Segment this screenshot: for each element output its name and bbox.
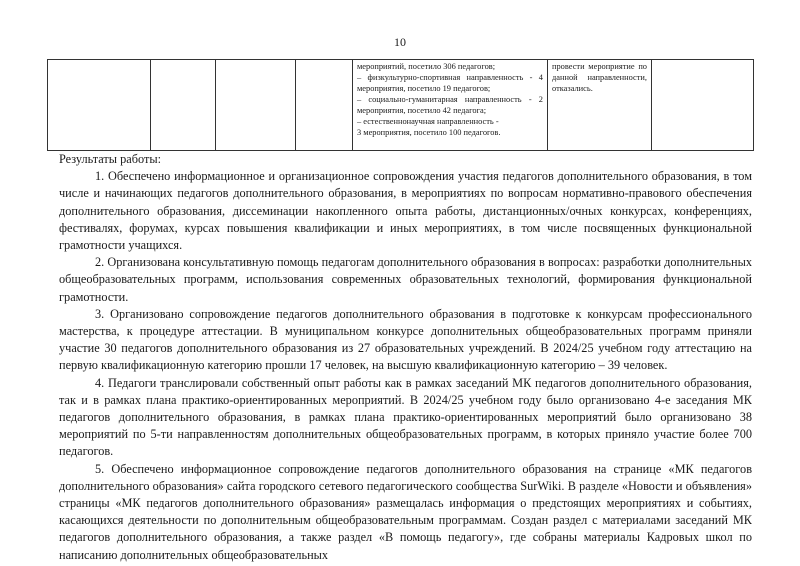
table-cell-1 [48, 60, 151, 151]
table-cell-3 [216, 60, 296, 151]
result-item-4: 4. Педагоги транслировали собственный опыт работы как в рамках заседаний МК педагогов дополнительного образования, так и в рамках плана практико-ориентированных мероприятий. В 2024/25 учебном году было организовано 4-е заседания МК педагогов дополнительного образования, в рамках плана практико-ориентированных мероприятий было организовано 38 мероприятий по 5-ти направленностям дополнительных общеобразовательных программ, в которых приняло участие более 700 педагогов. [59, 375, 752, 459]
table-cell-notes [548, 60, 652, 151]
table-cell-2 [151, 60, 216, 151]
result-item-3: 3. Организовано сопровождение педагогов дополнительного образования в подготовке к конкурсам профессионального мастерства, к процедуре аттестации. В муниципальном конкурсе дополнительных общеобразовательных программ приняли участие 30 педагогов дополнительного образования из 27 образовательных учреждений. В 2024/25 учебном году аттестацию на первую квалификационную категорию прошли 17 человек, на высшую квалификационную категорию – 39 человек. [59, 306, 752, 373]
cell-line: – физкультурно-спортивная направленность - 4 мероприятия, посетило 19 педагогов; [357, 73, 543, 93]
results-section [59, 151, 752, 564]
cell-line: мероприятий, посетило 306 педагогов; [357, 62, 496, 71]
table-row [48, 60, 754, 151]
result-item-5: 5. Обеспечено информационное сопровождение педагогов дополнительного образования на странице «МК педагогов дополнительного образования» сайта городского сетевого педагогического сообщества SurWiki. В разделе «Новости и объявления» страницы «МК педагогов дополнительного образования» размещалась информация о предстоящих мероприятиях и событиях, касающихся деятельности по дополнительным общеобразовательным программам. Создан раздел с материалами заседаний МК педагогов дополнительного образования, а также раздел «В помощь педагогу», где собраны материалы Кадровых школ по написанию дополнительных общеобразовательных [59, 461, 752, 562]
result-item-2: 2. Организована консультативную помощь педагогам дополнительного образования в вопросах: разработки дополнительных общеобразовательных программ, использования современных образовательных технологий, формирования функциональной грамотности. [59, 255, 752, 304]
cell-line: – социально-гуманитарная направленность - 2 мероприятия, посетило 42 педагога; [357, 95, 543, 115]
continuation-table [47, 59, 754, 151]
result-item-1: 1. Обеспечено информационное и организационное сопровождения участия педагогов дополнительного образования, в том числе и начинающих педагогов дополнительного образования, в мероприятиях по вопросам нормативно-правового обеспечения дополнительного образования, диссеминации накопленного опыта работы, дистанционных/очных конкурсах, конференциях, фестивалях, форумах, курсах повышения квалификации и иных мероприятиях, в том числе посвященных функциональной грамотности учащихся. [59, 169, 752, 253]
cell-line: 3 мероприятия, посетило 100 педагогов. [357, 128, 501, 137]
section-heading: Результаты работы: [59, 152, 162, 166]
cell-line: – естественнонаучная направленность - [357, 117, 499, 126]
page-number: 10 [394, 35, 406, 49]
table-cell-4 [296, 60, 353, 151]
table-cell-7 [652, 60, 754, 151]
cell-text: провести мероприятие по данной направленности, отказались. [552, 62, 647, 93]
table-cell-events [353, 60, 548, 151]
